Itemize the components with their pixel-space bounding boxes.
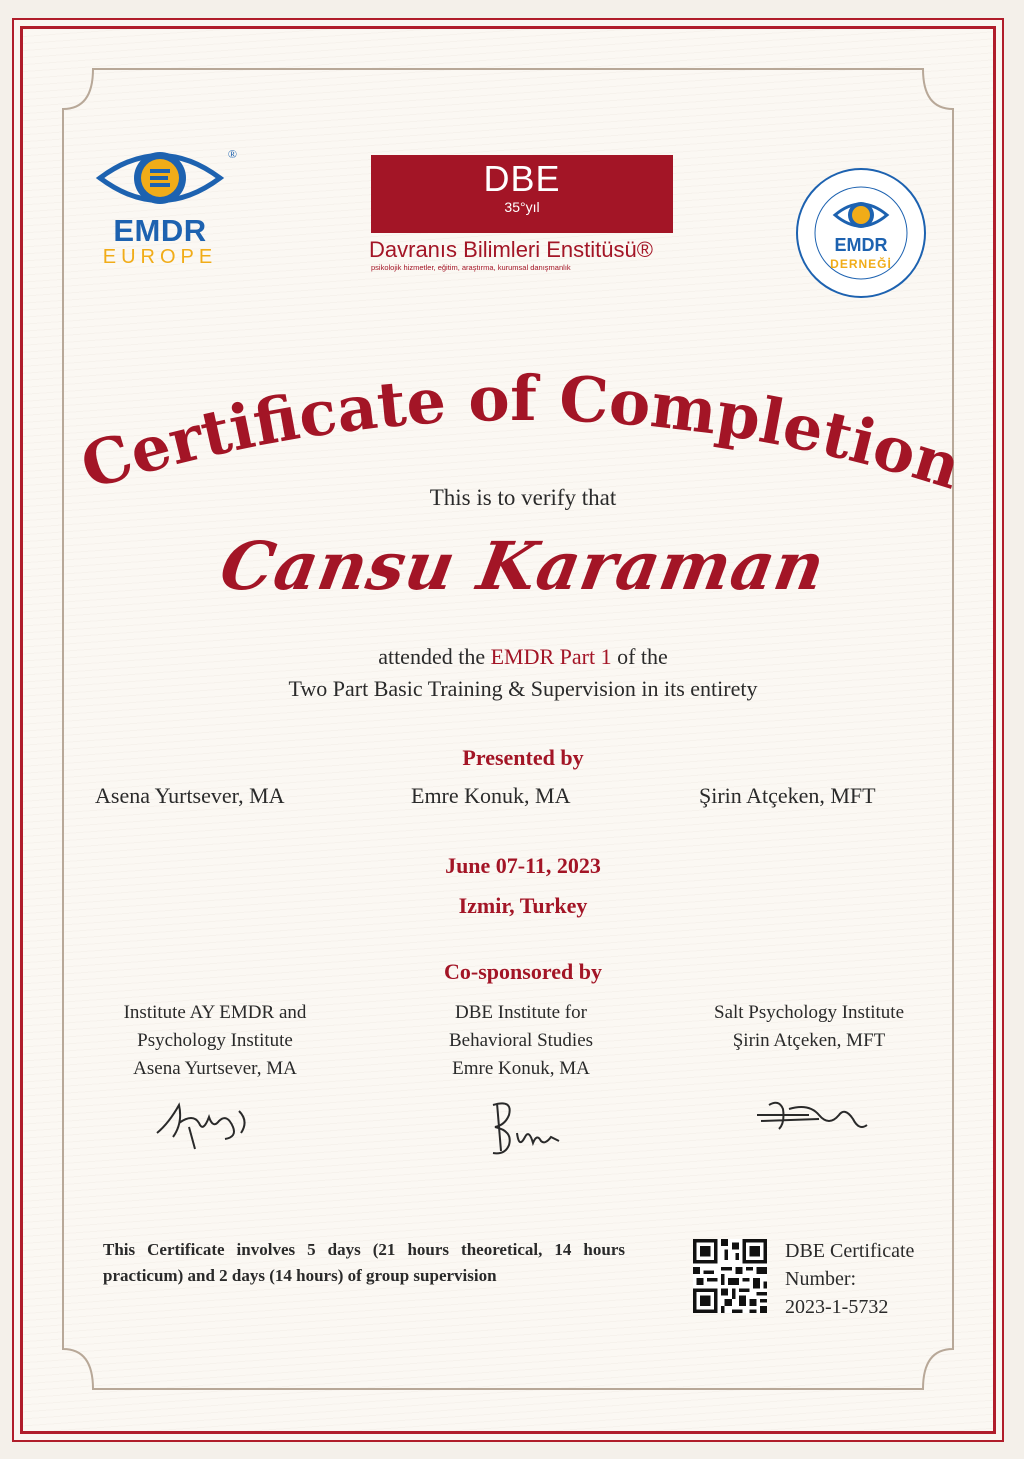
dbe-institute-name: Davranıs Bilimleri Enstitüsü® bbox=[369, 237, 653, 262]
emdr-dernegi-seal-icon bbox=[791, 163, 931, 303]
attended-line2: Two Part Basic Training & Supervision in its entirety bbox=[288, 676, 758, 701]
dernegi-seal-word2: DERNEĞİ bbox=[830, 257, 892, 271]
training-location: Izmir, Turkey bbox=[458, 893, 588, 918]
sponsor-3 bbox=[669, 999, 949, 1055]
dbe-tagline: psikolojik hizmetler, eğitim, araştırma, kurumsal danışmanlık bbox=[371, 263, 571, 272]
sponsor-2 bbox=[381, 999, 661, 1083]
emdr-dernegi-seal bbox=[791, 163, 931, 303]
signature-icon bbox=[749, 1089, 879, 1149]
svg-text:Certificate of Completion bbox=[73, 362, 970, 501]
attended-suffix: of the bbox=[617, 644, 668, 669]
certificate-title bbox=[71, 361, 971, 501]
emdr-europe-logo bbox=[85, 141, 235, 291]
course-name: EMDR Part 1 bbox=[490, 644, 612, 669]
presenter-1: Asena Yurtsever, MA bbox=[95, 783, 285, 808]
recipient-name: Cansu Karaman bbox=[214, 527, 832, 605]
sponsor-1 bbox=[75, 999, 355, 1083]
qr-code-icon bbox=[693, 1239, 767, 1313]
certificate-number-label2: Number: bbox=[785, 1268, 857, 1290]
certificate-number-value: 2023-1-5732 bbox=[785, 1296, 889, 1318]
attended-statement bbox=[15, 641, 1024, 705]
emdr-logo-word: EMDR bbox=[113, 213, 207, 248]
sponsor-3-line2: Şirin Atçeken, MFT bbox=[732, 1030, 886, 1051]
dbe-logo-box bbox=[371, 155, 673, 233]
presenter-2: Emre Konuk, MA bbox=[411, 783, 571, 808]
sponsor-2-line2: Behavioral Studies bbox=[448, 1030, 594, 1051]
sponsor-2-line1: DBE Institute for bbox=[455, 1002, 587, 1023]
certificate-number-label1: DBE Certificate bbox=[785, 1240, 915, 1262]
attended-prefix: attended the bbox=[378, 644, 486, 669]
certificate-border bbox=[20, 26, 996, 1434]
dernegi-seal-word1: EMDR bbox=[834, 235, 888, 255]
sponsor-1-line1: Institute AY EMDR and bbox=[123, 1002, 307, 1023]
emdr-eye-logo-icon bbox=[95, 141, 225, 215]
signature-icon bbox=[149, 1093, 259, 1153]
sponsor-3-line1: Salt Psychology Institute bbox=[714, 1002, 904, 1023]
registered-mark: ® bbox=[227, 147, 237, 161]
dbe-logo bbox=[359, 155, 679, 272]
presented-by-label: Presented by bbox=[462, 745, 584, 770]
cosponsored-by-label: Co-sponsored by bbox=[444, 959, 602, 984]
dbe-logo-title: DBE bbox=[483, 158, 561, 199]
dbe-logo-subtitle: 35°yıl bbox=[504, 199, 540, 215]
certificate bbox=[12, 18, 1004, 1442]
verify-text: This is to verify that bbox=[429, 485, 617, 510]
europe-logo-word: EUROPE bbox=[102, 246, 218, 268]
sponsor-2-line3: Emre Konuk, MA bbox=[452, 1058, 590, 1079]
signature-icon bbox=[479, 1093, 579, 1163]
sponsor-1-line2: Psychology Institute bbox=[137, 1030, 293, 1051]
sponsor-1-line3: Asena Yurtsever, MA bbox=[133, 1058, 297, 1079]
certificate-number bbox=[785, 1237, 965, 1321]
certificate-title-text: Certificate of Completion bbox=[72, 361, 970, 501]
presenter-3: Şirin Atçeken, MFT bbox=[699, 783, 876, 808]
certificate-note: This Certificate involves 5 days (21 hours theoretical, 14 hours practicum) and 2 days (14 hours) of group supervision bbox=[103, 1240, 625, 1285]
training-date: June 07-11, 2023 bbox=[445, 853, 601, 878]
